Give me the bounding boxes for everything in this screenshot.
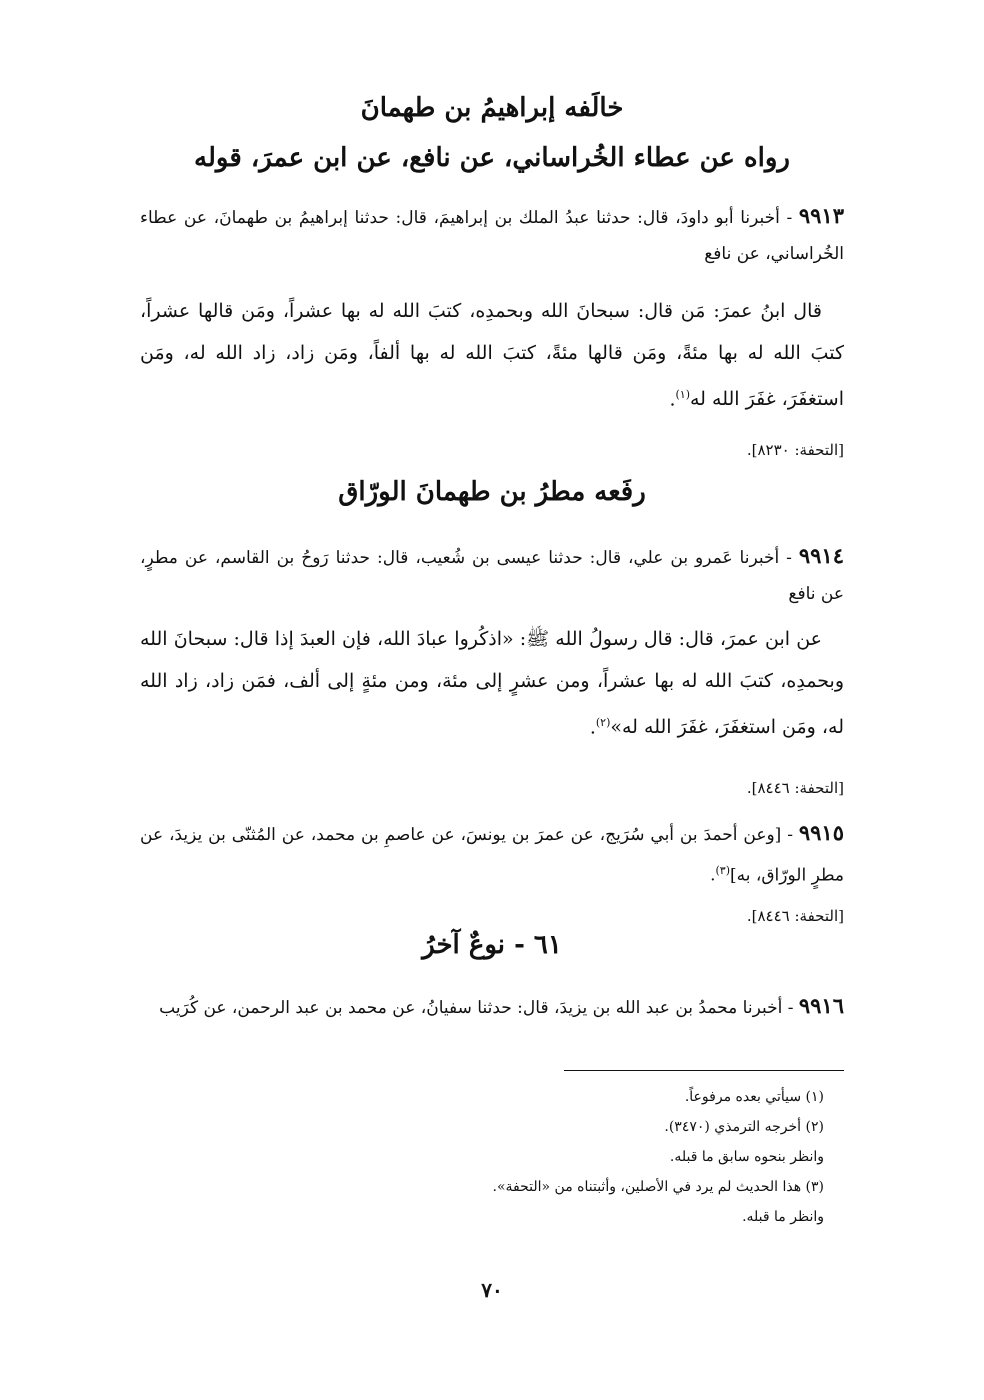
isnad-text: - أخبرنا أبو داودَ، قال: حدثنا عبدُ الملك بن إبراهيمَ، قال: حدثنا إبراهيمُ بن طهمانَ، عن عطاء الخُراساني، عن نافع xyxy=(140,208,844,264)
hadith-number: ٩٩١٣ xyxy=(798,203,844,228)
end-mark: . xyxy=(710,865,716,886)
hadith-9913-text xyxy=(140,290,844,420)
footnote-divider xyxy=(564,1070,844,1071)
footnote-ref: (٣) xyxy=(715,864,730,877)
hadith-9914-chain xyxy=(140,538,844,612)
matn-text: قال ابنُ عمرَ: مَن قال: سبحانَ الله وبحمدِه، كتبَ الله له بها عشراً، ومَن قالها عشراً، كتبَ الله له بها مئةً، ومَن قالها مئةً، كتبَ الله له بها ألفاً، ومَن زاد، زاد الله له، ومَن استغفَرَ، غفَرَ الله له xyxy=(140,300,844,411)
tuhfa-reference: [التحفة: ٨٤٤٦]. xyxy=(746,779,844,797)
hadith-9915 xyxy=(140,815,844,894)
end-mark: . xyxy=(669,388,676,411)
hadith-number: ٩٩١٥ xyxy=(798,820,844,845)
footnote-3-note: وانظر ما قبله. xyxy=(742,1209,824,1225)
footnote-ref: (٢) xyxy=(595,716,611,729)
hadith-9914-text xyxy=(140,618,844,748)
hadith-number: ٩٩١٤ xyxy=(798,543,844,568)
matn-text: عن ابن عمرَ، قال: قال رسولُ الله ﷺ: «اذكُروا عبادَ الله، فإن العبدَ إذا قال: سبحانَ الله وبحمدِه، كتبَ الله له بها عشراً، ومن عشرٍ إلى مئة، ومن مئةٍ إلى ألف، فمَن زاد، زاد الله له، ومَن استغفَرَ، غفَرَ الله له» xyxy=(140,628,844,739)
section-heading: رفَعه مطرُ بن طهمانَ الورّاق xyxy=(338,477,646,507)
footnote-1: (١) سيأتي بعده مرفوعاً. xyxy=(684,1089,824,1105)
footnotes xyxy=(264,1082,824,1232)
isnad-text: - أخبرنا عَمرو بن علي، قال: حدثنا عيسى بن شُعيب، قال: حدثنا رَوحُ بن القاسم، عن مطرٍ، عن نافع xyxy=(140,548,844,604)
hadith-number: ٩٩١٦ xyxy=(798,993,844,1018)
section-subheading: رواه عن عطاء الخُراساني، عن نافع، عن ابن عمرَ، قوله xyxy=(194,143,790,173)
hadith-text: - [وعن أحمدَ بن أبي سُرَيج، عن عمرَ بن يونسَ، عن عاصمِ بن محمد، عن المُثنّى بن يزيدَ، عن مطرٍ الورّاق، به] xyxy=(140,825,844,886)
tuhfa-reference: [التحفة: ٨٤٤٦]. xyxy=(746,907,844,925)
hadith-9913-chain xyxy=(140,198,844,272)
isnad-text: - أخبرنا محمدُ بن عبد الله بن يزيدَ، قال: حدثنا سفيانُ، عن محمد بن عبد الرحمن، عن كُرَيب xyxy=(159,998,799,1018)
end-mark: . xyxy=(589,716,596,739)
footnote-2-note: وانظر بنحوه سابق ما قبله. xyxy=(669,1149,824,1165)
chapter-heading: ٦١ - نوعٌ آخرُ xyxy=(422,930,562,960)
footnote-3: (٣) هذا الحديث لم يرد في الأصلين، وأثبتناه من «التحفة». xyxy=(492,1179,824,1195)
footnote-ref: (١) xyxy=(675,388,690,401)
section-heading: خالَفه إبراهيمُ بن طهمانَ xyxy=(360,93,624,123)
tuhfa-reference: [التحفة: ٨٢٣٠]. xyxy=(746,441,844,459)
page-number: ٧٠ xyxy=(481,1278,503,1302)
hadith-9916-chain xyxy=(140,988,844,1026)
footnote-2: (٢) أخرجه الترمذي (٣٤٧٠). xyxy=(664,1119,824,1135)
